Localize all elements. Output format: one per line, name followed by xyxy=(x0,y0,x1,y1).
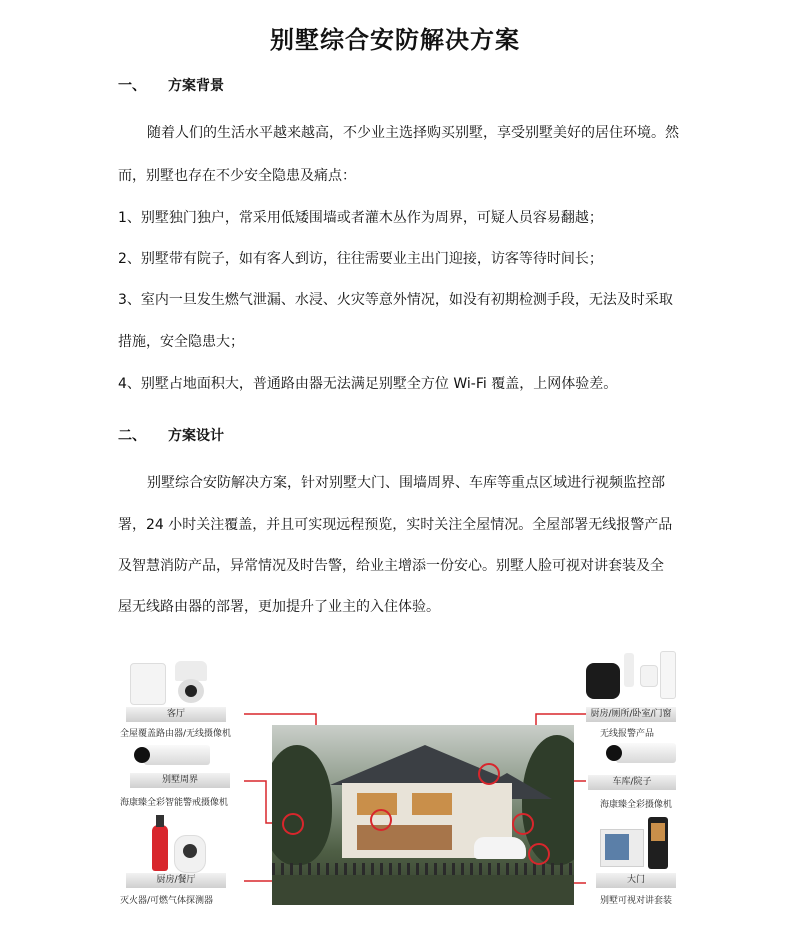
paragraph-line: 屋无线路由器的部署，更加提升了业主的入住体验。 xyxy=(118,599,440,615)
area-label: 别墅周界 xyxy=(130,773,230,788)
section-heading-design xyxy=(118,425,224,445)
gas-detector-icon xyxy=(174,835,206,873)
house-window xyxy=(412,793,452,815)
hotspot-marker xyxy=(512,813,534,835)
alarm-hub-icon xyxy=(586,663,620,699)
list-item-continuation: 措施，安全隐患大； xyxy=(118,334,244,350)
device-caption: 海康臻全彩智能警戒摄像机 xyxy=(120,798,229,808)
section-title: 方案背景 xyxy=(168,78,224,94)
device-caption: 全屋覆盖路由器/无线摄像机 xyxy=(120,729,232,739)
area-label: 厨房/厕所/卧室/门窗 xyxy=(586,707,676,722)
paragraph-line: 别墅综合安防解决方案，针对别墅大门、围墙周界、车库等重点区域进行视频监控部 xyxy=(147,475,665,491)
section-heading-background xyxy=(118,75,224,95)
section-number: 二、 xyxy=(118,428,146,444)
router-icon xyxy=(130,663,166,705)
sensor-icon xyxy=(640,665,658,687)
door-sensor-icon xyxy=(660,651,676,699)
door-station-icon xyxy=(648,817,668,869)
tree-shape xyxy=(522,735,574,865)
area-label: 厨房/餐厅 xyxy=(126,873,226,888)
hotspot-marker xyxy=(282,813,304,835)
ground-shape xyxy=(272,875,574,905)
section-number: 一、 xyxy=(118,78,146,94)
hotspot-marker xyxy=(528,843,550,865)
bullet-camera-icon xyxy=(606,741,678,769)
tree-shape xyxy=(272,745,332,865)
section-title: 方案设计 xyxy=(168,428,224,444)
car-shape xyxy=(474,837,526,859)
list-item: 1、别墅独门独户，常采用低矮围墙或者灌木丛作为周界，可疑人员容易翻越； xyxy=(118,210,603,226)
area-label: 客厅 xyxy=(126,707,226,722)
device-caption: 海康臻全彩摄像机 xyxy=(600,800,673,810)
bullet-camera-icon xyxy=(134,743,214,769)
paragraph-line: 随着人们的生活水平越来越高，不少业主选择购买别墅，享受别墅美好的居住环境。然 xyxy=(147,125,679,141)
solution-diagram xyxy=(116,645,680,910)
house-window xyxy=(357,825,452,850)
paragraph-line: 及智慧消防产品，异常情况及时告警，给业主增添一份安心。别墅人脸可视对讲套装及全 xyxy=(118,558,664,574)
list-item: 3、室内一旦发生燃气泄漏、水浸、火灾等意外情况，如没有初期检测手段，无法及时采取 xyxy=(118,292,673,308)
device-caption: 无线报警产品 xyxy=(600,729,655,739)
hotspot-marker xyxy=(478,763,500,785)
list-item: 4、别墅占地面积大，普通路由器无法满足别墅全方位 Wi-Fi 覆盖，上网体验差。 xyxy=(118,376,618,392)
page-title: 别墅综合安防解决方案 xyxy=(270,26,520,54)
paragraph-line: 署，24 小时关注覆盖，并且可实现远程预览，实时关注全屋情况。全屋部署无线报警产品 xyxy=(118,517,673,533)
device-caption: 灭火器/可燃气体探测器 xyxy=(120,896,214,906)
list-item: 2、别墅带有院子，如有客人到访，往往需要业主出门迎接，访客等待时间长； xyxy=(118,251,603,267)
device-caption: 别墅可视对讲套装 xyxy=(600,896,673,906)
sensor-icon xyxy=(624,653,634,687)
area-label: 车库/院子 xyxy=(588,775,676,790)
paragraph-line: 而，别墅也存在不少安全隐患及痛点： xyxy=(118,168,356,184)
fire-extinguisher-icon xyxy=(150,815,170,873)
area-label: 大门 xyxy=(596,873,676,888)
ptz-camera-icon xyxy=(172,661,210,705)
hotspot-marker xyxy=(370,809,392,831)
indoor-monitor-icon xyxy=(600,829,644,867)
